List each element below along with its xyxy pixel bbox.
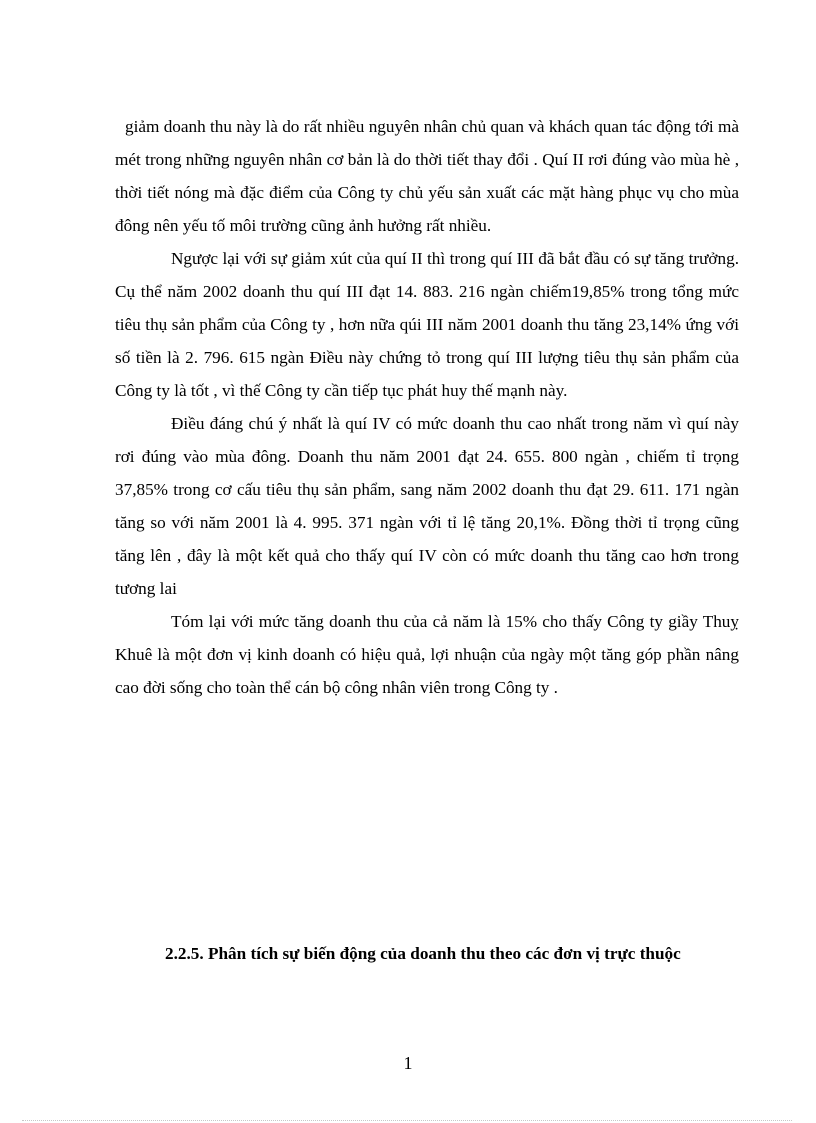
section-heading: 2.2.5. Phân tích sự biến động của doanh thu theo các đơn vị trực thuộc — [165, 944, 681, 963]
footer-divider — [22, 1120, 792, 1121]
body-text — [115, 110, 739, 704]
paragraph-summary: Tóm lại với mức tăng doanh thu của cả năm là 15% cho thấy Công ty giầy Thuỵ Khuê là một đơn vị kinh doanh có hiệu quả, lợi nhuận của ngày một tăng góp phần nâng cao đời sống cho toàn thể cán bộ công nhân viên trong Công ty . — [115, 612, 739, 697]
page-number: 1 — [403, 1053, 413, 1073]
paragraph-revenue-decrease: giảm doanh thu này là do rất nhiều nguyên nhân chủ quan và khách quan tác động tới mà mét trong những nguyên nhân cơ bản là do thời tiết thay đổi . Quí II rơi đúng vào mùa hè , thời tiết nóng mà đặc điểm của Công ty chủ yếu sản xuất các mặt hàng phục vụ cho mùa đông nên yếu tố môi trường cũng ảnh hưởng rất nhiều. — [115, 117, 739, 235]
paragraph-quarter-three: Ngược lại với sự giảm xút của quí II thì trong quí III đã bắt đầu có sự tăng trưởng. Cụ thể năm 2002 doanh thu quí III đạt 14. 883. 216 ngàn chiếm19,85% trong tổng mức tiêu thụ sản phẩm của Công ty , hơn nữa qúi III năm 2001 doanh thu tăng 23,14% ứng với số tiền là 2. 796. 615 ngàn Điều này chứng tỏ trong quí III lượng tiêu thụ sản phẩm của Công ty là tốt , vì thế Công ty cần tiếp tục phát huy thế mạnh này. — [115, 249, 739, 400]
paragraph-quarter-four: Điều đáng chú ý nhất là quí IV có mức doanh thu cao nhất trong năm vì quí này rơi đúng vào mùa đông. Doanh thu năm 2001 đạt 24. 655. 800 ngàn , chiếm tỉ trọng 37,85% trong cơ cấu tiêu thụ sản phẩm, sang năm 2002 doanh thu đạt 29. 611. 171 ngàn tăng so với năm 2001 là 4. 995. 371 ngàn với tỉ lệ tăng 20,1%. Đồng thời tỉ trọng cũng tăng lên , đây là một kết quả cho thấy quí IV còn có mức doanh thu tăng cao hơn trong tương lai — [115, 414, 739, 598]
